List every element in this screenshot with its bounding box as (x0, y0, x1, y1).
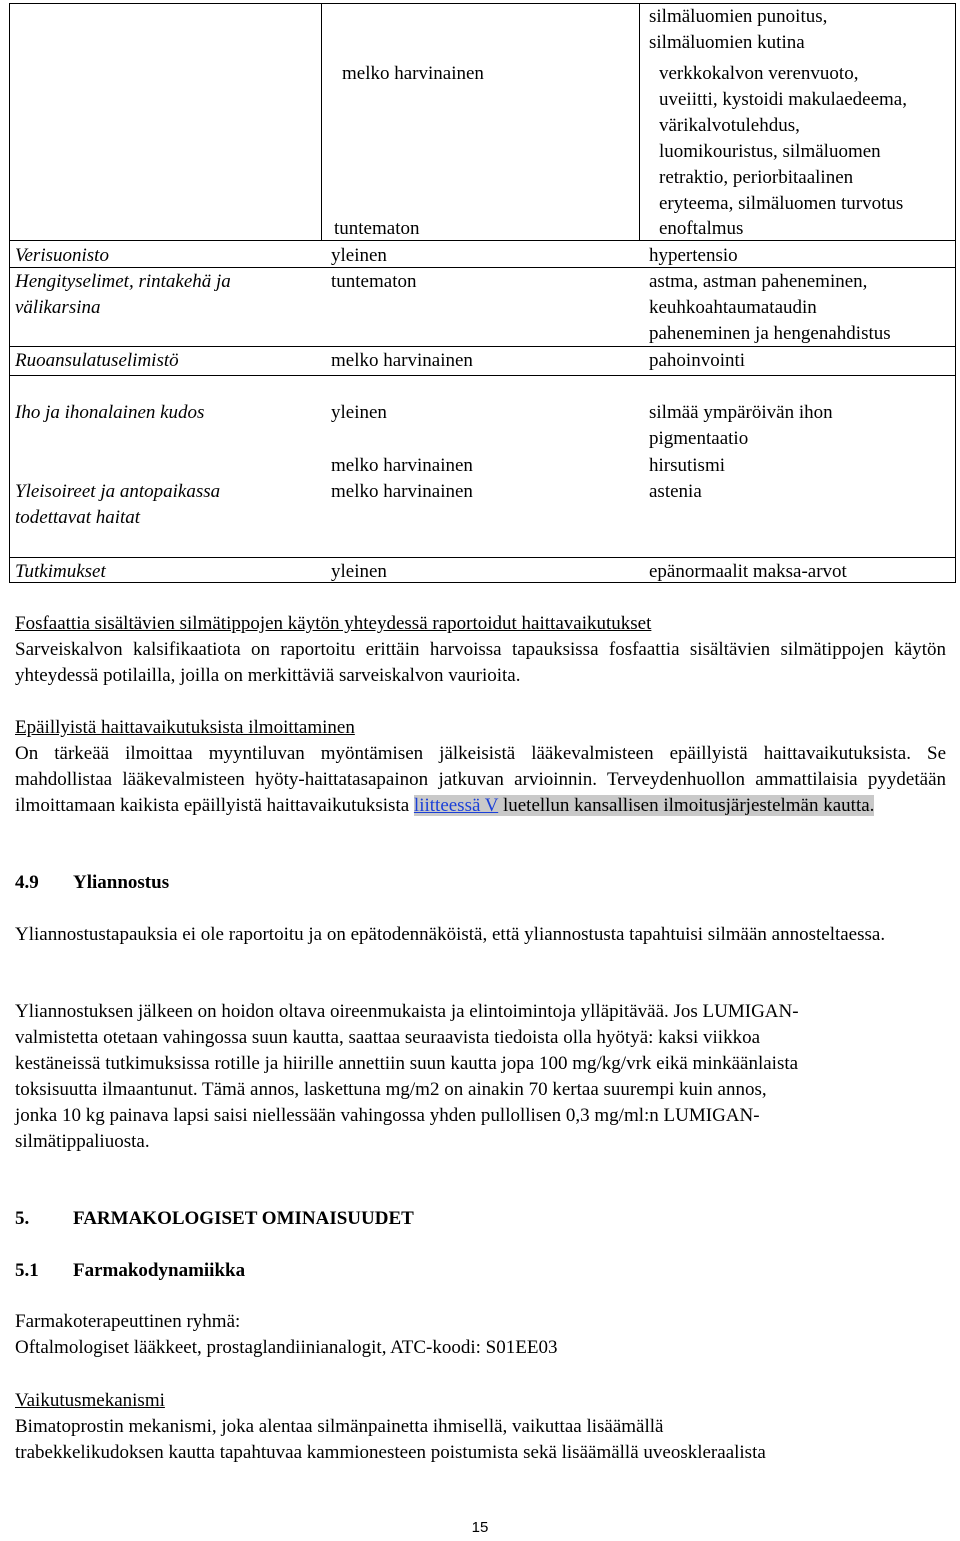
effect-cell: astenia (649, 481, 702, 502)
phosphate-text: Sarveiskalvon kalsifikaatiota on raportoitu erittäin harvoissa tapauksissa fosfaattia sisältävien silmätippojen käytön yhteydessä potilailla, joilla on merkittäviä sarveiskalvon vaurioita. (15, 639, 946, 686)
organ-class-cell: Yleisoireet ja antopaikassa todettavat haitat (15, 481, 221, 528)
reporting-text: On tärkeää ilmoittaa myyntiluvan myöntämisen jälkeisistä lääkevalmisteen epäillyistä haittavaikutuksista. Se mahdollistaa lääkevalmisteen hyöty-haittatasapainon jatkuvan arvioinnin. Terveydenhuollon ammattilaisia pyydetään ilmoittamaan kaikista epäillyistä haittavaikutuksista liitteessä V luetellun kansallisen ilmoitusjärjestelmän kautta. (15, 743, 946, 816)
section-5-1-heading: 5.1 Farmakodynamiikka (15, 1260, 246, 1281)
frequency-cell: yleinen (331, 245, 387, 266)
frequency-cell: yleinen (331, 402, 387, 423)
mechanism-heading: Vaikutusmekanismi (15, 1390, 165, 1411)
overdose-paragraph-1: Yliannostustapauksia ei ole raportoitu ja on epätodennäköistä, että yliannostusta tapahtuisi silmään annosteltaessa. (15, 924, 886, 945)
frequency-cell: melko harvinainen (331, 455, 473, 476)
frequency-cell: melko harvinainen (331, 350, 473, 371)
table-row (649, 4, 827, 56)
organ-class-cell: Ruoansulatuselimistö (15, 350, 179, 371)
frequency-cell: tuntematon (334, 218, 420, 239)
page-number: 15 (471, 1519, 489, 1536)
organ-class-cell: Tutkimukset (15, 561, 106, 582)
frequency-cell: yleinen (331, 561, 387, 582)
frequency-cell: tuntematon (331, 271, 417, 292)
organ-class-cell: Iho ja ihonalainen kudos (15, 402, 205, 423)
effect-cell: hypertensio (649, 245, 738, 266)
effect-cell: silmää ympäröivän ihon pigmentaatio (649, 402, 833, 449)
section-4-9-heading: 4.9 Yliannostus (15, 872, 170, 893)
mechanism-text: Bimatoprostin mekanismi, joka alentaa silmänpainetta ihmisellä, vaikuttaa lisäämällä trabekkelikudoksen kautta tapahtuvaa kammionesteen poistumista sekä lisäämällä uveoskleraalista (15, 1416, 766, 1463)
effect-cell: astma, astman paheneminen, keuhkoahtaumataudin paheneminen ja hengenahdistus (649, 271, 891, 344)
annex-v-link[interactable]: liitteessä V (413, 795, 499, 816)
effect-cell: enoftalmus (659, 218, 744, 239)
frequency-cell: melko harvinainen (342, 63, 484, 84)
effect-cell: hirsutismi (649, 455, 726, 476)
pharmacotherapeutic-group-value: Oftalmologiset lääkkeet, prostaglandiinianalogit, ATC-koodi: S01EE03 (15, 1337, 558, 1358)
reporting-heading: Epäillyistä haittavaikutuksista ilmoittaminen (15, 717, 355, 738)
effect-cell: silmäluomien punoitus, silmäluomien kutina (649, 6, 828, 53)
adverse-effects-table (9, 3, 956, 583)
pharmacotherapeutic-group-label: Farmakoterapeuttinen ryhmä: (15, 1311, 241, 1332)
overdose-paragraph-2: Yliannostuksen jälkeen on hoidon oltava oireenmukaista ja elintoimintoja ylläpitävää. Jos LUMIGAN- valmistetta otetaan vahingossa suun kautta, saattaa seuraavista tiedoista olla hyötyä: kaksi viikkoa kestäneissä tutkimuksissa rotille ja hiirille annettiin suun kautta jopa 100 mg/kg/vrk eikä minkäänlaista toksisuutta ilmaantunut. Tämä annos, laskettuna mg/m2 on ainakin 70 kertaa suurempi kuin annos, jonka 10 kg painava lapsi saisi niellessään vahingossa yhden pullollisen 0,3 mg/ml:n LUMIGAN- silmätippaliuosta. (15, 1001, 799, 1152)
organ-class-cell: Hengityselimet, rintakehä ja välikarsina (15, 271, 231, 318)
section-5-heading: 5. FARMAKOLOGISET OMINAISUUDET (15, 1208, 414, 1229)
organ-class-cell: Verisuonisto (15, 245, 109, 266)
effect-cell: verkkokalvon verenvuoto, uveiitti, kystoidi makulaedeema, värikalvotulehdus, luomikouristus, silmäluomen retraktio, periorbitaalinen eryteema, silmäluomen turvotus (659, 63, 907, 214)
effect-cell: pahoinvointi (649, 350, 746, 371)
effect-cell: epänormaalit maksa-arvot (649, 561, 847, 582)
phosphate-heading: Fosfaattia sisältävien silmätippojen käytön yhteydessä raportoidut haittavaikutukset (15, 613, 652, 634)
frequency-cell: melko harvinainen (331, 481, 473, 502)
